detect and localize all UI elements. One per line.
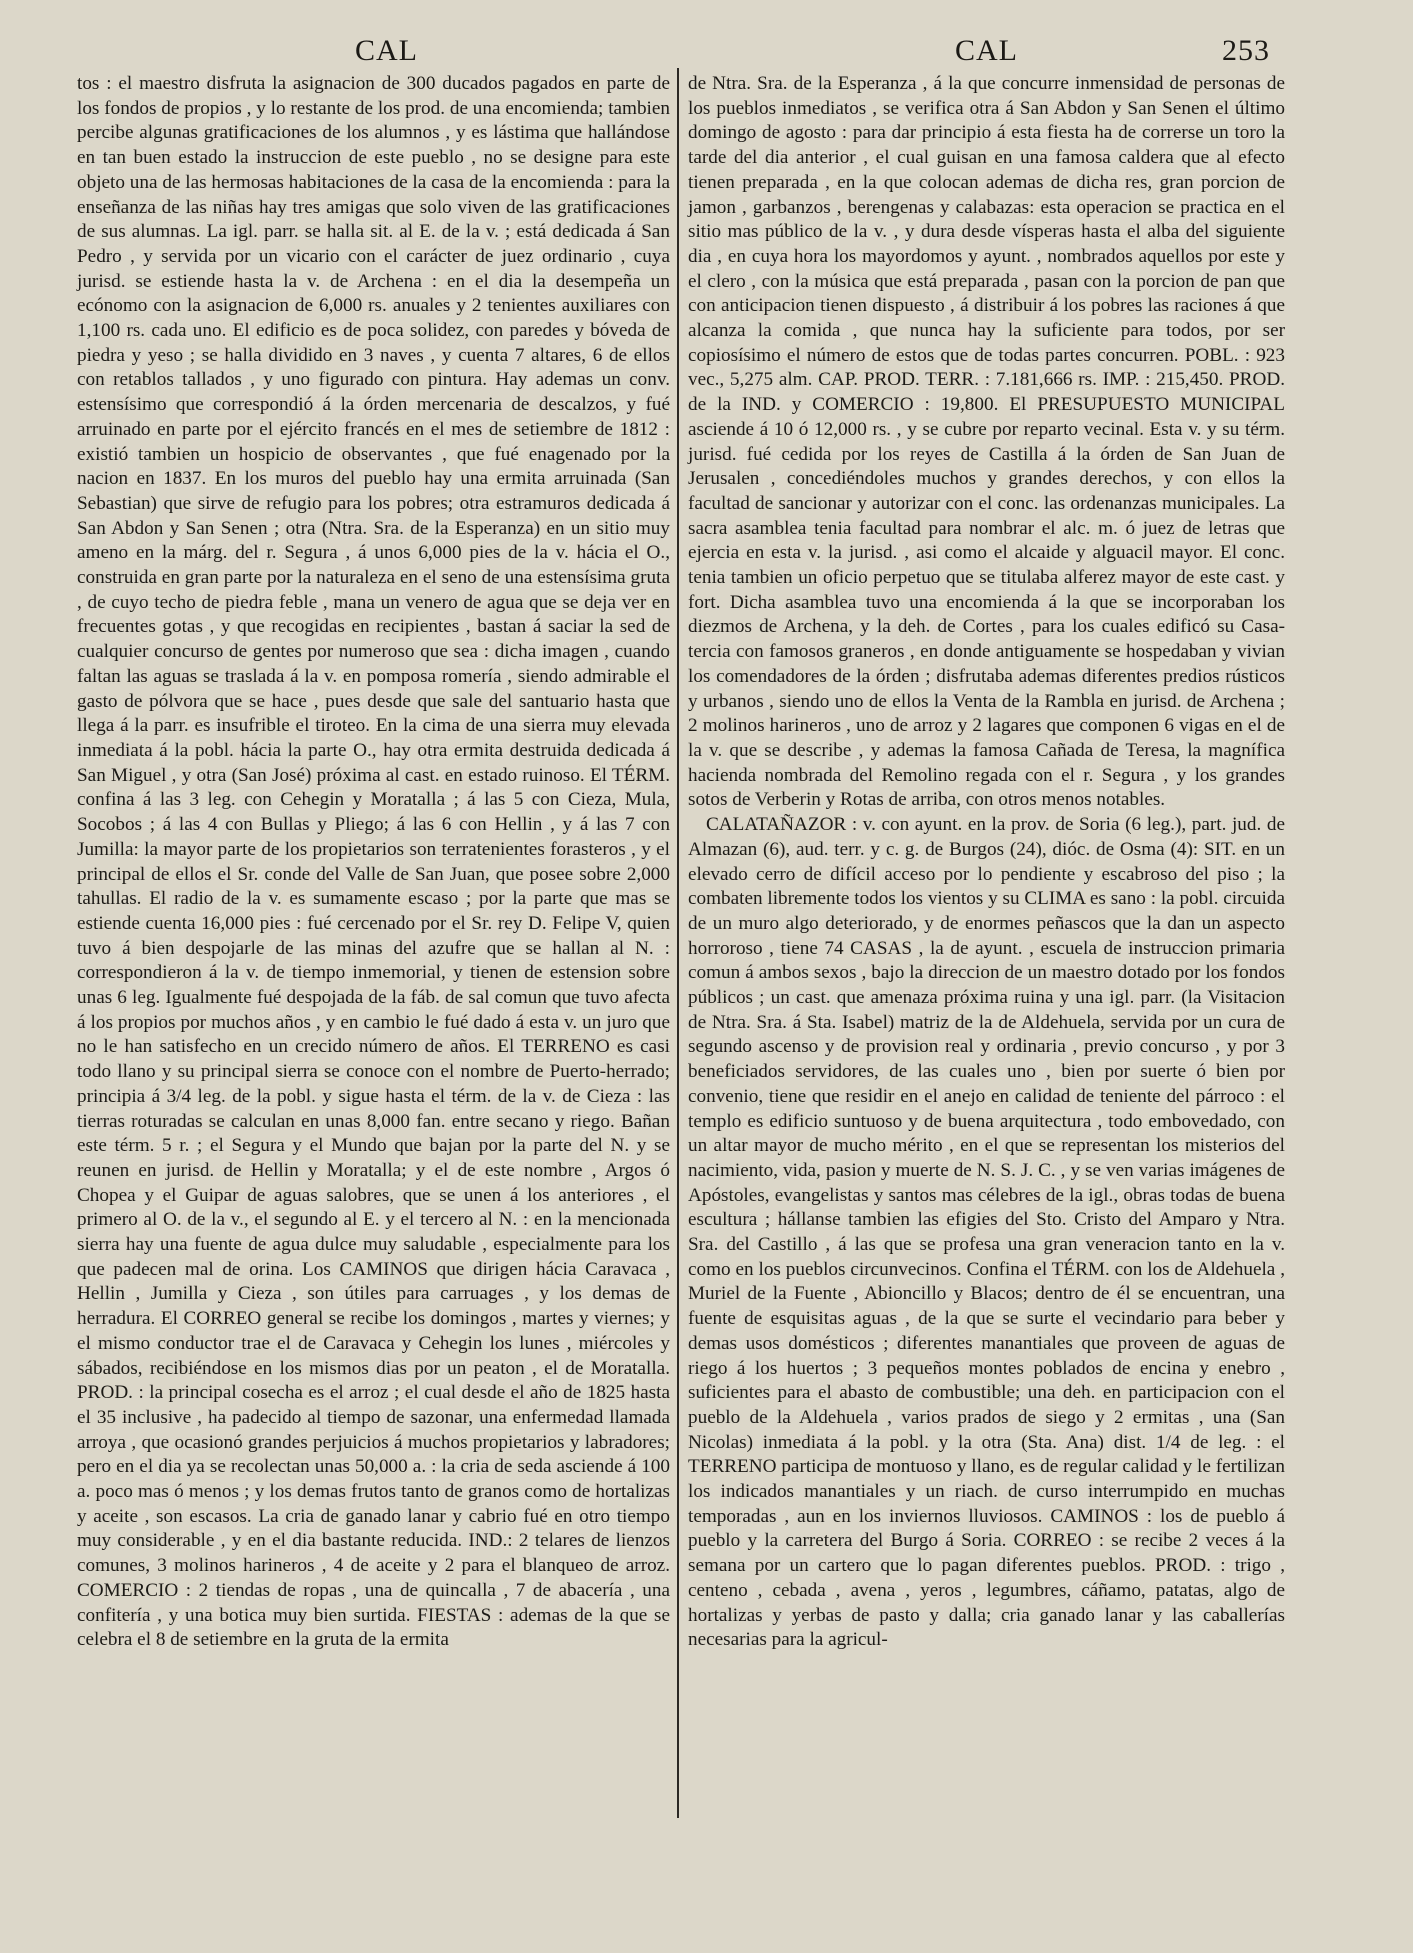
page-number: 253 <box>1222 34 1270 67</box>
right-column-text-continuation: de Ntra. Sra. de la Esperanza , á la que concurre inmensidad de personas de los pueblos inmediatos , se verifica otra á San Abdon y San Senen el último domingo de agosto : para dar principio á esta fiesta ha de correrse un toro la tarde del dia anterior , el cual guisan en una famosa caldera que al efecto tienen preparada , en la que colocan ademas de dicha res, gran porcion de jamon , garbanzos , berengenas y calabazas: esta operacion se practica en el sitio mas público de la v. , y dura desde vísperas hasta el alba del siguiente dia , en cuya hora los mayordomos y ayunt. , nombrados aquellos por este y el clero , con la música que está preparada , pasan con la porcion de pan que con anticipacion tienen dispuesto , á distribuir á los pobres las raciones á que alcanza la comida , que nunca hay la suficiente para todos, por ser copiosísimo el número de estos que de todas partes concurren. POBL. : 923 vec., 5,275 alm. CAP. PROD. TERR. : 7.181,666 rs. IMP. : 215,450. PROD. de la IND. y COMERCIO : 19,800. El PRESUPUESTO MUNICIPAL asciende á 10 ó 12,000 rs. , y se cubre por reparto vecinal. Esta v. y su térm. jurisd. fué cedida por los reyes de Castilla á la órden de San Juan de Jerusalen , concediéndoles muchos y grandes derechos, y con ellos la facultad de sancionar y autorizar con el conc. las ordenanzas municipales. La sacra asamblea tenia facultad para nombrar el alc. m. ó juez de letras que ejercia en esta v. la jurisd. , asi como el alcaide y alguacil mayor. El conc. tenia tambien un oficio perpetuo que se titulaba alferez mayor de este cast. y fort. Dicha asamblea tuvo una encomienda á la que se incorporaban los diezmos de Archena, y la deh. de Cortes , para los cuales edificó su Casa-tercia con famosos graneros , en donde antiguamente se hospedaban y vivian los comendadores de la órden ; disfrutaba ademas diferentes predios rústicos y urbanos , siendo uno de ellos la Venta de la Rambla en jurisd. de Archena ; 2 molinos harineros , uno de arroz y 2 lagares que componen 6 vigas en el de la v. que se describe , y ademas la famosa Cañada de Teresa, la magnífica hacienda nombrada del Remolino regada con el r. Segura , y los grandes sotos de Verberin y Rotas de arriba, con otros menos notables. <box>688 73 1285 811</box>
left-column-text: tos : el maestro disfruta la asignacion de 300 ducados pagados en parte de los fondos de propios , y lo restante de los prod. de una encomienda; tambien percibe algunas gratificaciones de los alumnos , y es lástima que hallándose en tan buen estado la instruccion de este pueblo , no se designe para este objeto una de las hermosas habitaciones de la casa de la encomienda : para la enseñanza de las niñas hay tres amigas que solo viven de las gratificaciones de sus alumnas. La igl. parr. se halla sit. al E. de la v. ; está dedicada á San Pedro , y servida por un vicario con el carácter de juez ordinario , cuya jurisd. se estiende hasta la v. de Archena : en el dia la desempeña un ecónomo con la asignacion de 6,000 rs. anuales y 2 tenientes auxiliares con 1,100 rs. cada uno. El edificio es de poca solidez, con paredes y bóveda de piedra y yeso ; se halla dividido en 3 naves , y cuenta 7 altares, 6 de ellos con retablos tallados , y uno figurado con pintura. Hay ademas un conv. estensísimo que correspondió á la órden mercenaria de descalzos, y fué arruinado en parte por el ejército francés en el mes de setiembre de 1812 : existió tambien un hospicio de observantes , que fué enagenado por la nacion en 1837. En los muros del pueblo hay una ermita arruinada (San Sebastian) que sirve de refugio para los pobres; otra estramuros dedicada á San Abdon y San Senen ; otra (Ntra. Sra. de la Esperanza) en un sitio muy ameno en la márg. del r. Segura , á unos 6,000 pies de la v. hácia el O., construida en gran parte por la naturaleza en el seno de una estensísima gruta , de cuyo techo de piedra feble , mana un venero de agua que se deja ver en frecuentes gotas , y que recogidas en recipientes , bastan á saciar la sed de cualquier concurso de gentes por numeroso que sea : dicha imagen , cuando faltan las aguas se traslada á la v. en pomposa romería , siendo admirable el gasto de pólvora que se hace , pues desde que sale del santuario hasta que llega á la parr. es insufrible el tiroteo. En la cima de una sierra muy elevada inmediata á la pobl. hácia la parte O., hay otra ermita destruida dedicada á San Miguel , y otra (San José) próxima al cast. en estado ruinoso. El TÉRM. confina á las 3 leg. con Cehegin y Moratalla ; á las 5 con Cieza, Mula, Socobos ; á las 4 con Bullas y Pliego; á las 6 con Hellin , y á las 7 con Jumilla: la mayor parte de los propietarios son terratenientes forasteros , y el principal de ellos el Sr. conde del Valle de San Juan, que posee sobre 2,000 tahullas. El radio de la v. es sumamente escaso ; por la parte que mas se estiende cuenta 16,000 pies : fué cercenado por el Sr. rey D. Felipe V, quien tuvo á bien despojarle de las minas del azufre que se hallan al N. : correspondieron á la v. de tiempo inmemorial, y tienen de estension sobre unas 6 leg. Igualmente fué despojada de la fáb. de sal comun que tuvo afecta á los propios por muchos años , y en cambio le fué dado á esta v. un juro que no le han satisfecho en un crecido número de años. El TERRENO es casi todo llano y su principal sierra se conoce con el nombre de Puerto-herrado; principia á 3/4 leg. de la pobl. y sigue hasta el térm. de la v. de Cieza : las tierras roturadas se calculan en unas 8,000 fan. entre secano y riego. Bañan este térm. 5 r. ; el Segura y el Mundo que bajan por la parte del N. y se reunen en jurisd. de Hellin y Moratalla; y el de este nombre , Argos ó Chopea y el Guipar de aguas salobres, que se unen á los anteriores , el primero al O. de la v., el segundo al E. y el tercero al N. : en la mencionada sierra hay una fuente de agua dulce muy saludable , especialmente para los que padecen mal de orina. Los CAMINOS que dirigen hácia Caravaca , Hellin , Jumilla y Cieza , son útiles para carruages , y los demas de herradura. El CORREO general se recibe los domingos , martes y viernes; y el mismo conductor trae el de Caravaca y Cehegin los lunes , miércoles y sábados, recibiéndose en los mismos dias por un peaton , el de Moratalla. PROD. : la principal cosecha es el arroz ; el cual desde el año de 1825 hasta el 35 inclusive , ha padecido al tiempo de sazonar, una enfermedad llamada arroya , que ocasionó grandes perjuicios á muchos propietarios y labradores; pero en el dia ya se recolectan unas 50,000 a. : la cria de seda asciende á 100 a. poco mas ó menos ; y los demas frutos tanto de granos como de hortalizas y aceite , son escasos. La cria de ganado lanar y cabrio fué en otro tiempo muy considerable , y en el dia bastante reducida. IND.: 2 telares de lienzos comunes, 3 molinos harineros , 4 de aceite y 2 para el blanqueo de arroz. COMERCIO : 2 tiendas de ropas , una de quincalla , 7 de abacería , una confitería , y una botica muy bien surtida. FIESTAS : ademas de la que se celebra el 8 de setiembre en la gruta de la ermita <box>77 73 670 1651</box>
entry-calatanazor: CALATAÑAZOR : v. con ayunt. en la prov. de Soria (6 leg.), part. jud. de Almazan (6), aud. terr. y c. g. de Burgos (24), dióc. de Osma (4): SIT. en un elevado cerro de difícil acceso por lo pendiente y escabroso del piso ; la combaten libremente todos los vientos y su CLIMA es sano : la pobl. circuida de un muro algo deteriorado, y de enormes peñascos que la dan un aspecto horroroso , tiene 74 CASAS , la de ayunt. , escuela de instruccion primaria comun á ambos sexos , bajo la direccion de un maestro dotado por los fondos públicos ; un cast. que amenaza próxima ruina y una igl. parr. (la Visitacion de Ntra. Sra. á Sta. Isabel) matriz de la de Aldehuela, servida por un cura de segundo ascenso y de provision real y ordinaria , previo concurso , y por 3 beneficiados servidores, de las cuales uno , bien por suerte ó bien por convenio, tiene que residir en el anejo en calidad de teniente del párroco : el templo es edificio suntuoso y de buena arquitectura , todo embovedado, con un altar mayor de mucho mérito , en el que se representan los misterios del nacimiento, vida, pasion y muerte de N. S. J. C. , y se ven varias imágenes de Apóstoles, evangelistas y santos mas célebres de la igl., obras todas de buena escultura ; hállanse tambien las efigies del Sto. Cristo del Amparo y Ntra. Sra. del Castillo , á las que se profesa una gran veneracion tanto en la v. como en los pueblos circunvecinos. Confina el TÉRM. con los de Aldehuela , Muriel de la Fuente , Abioncillo y Blacos; dentro de él se encuentran, una fuente de esquisitas aguas , de la que se surte el vecindario para beber y demas usos domésticos ; diferentes manantiales que proveen de aguas de riego á los huertos ; 3 pequeños montes poblados de encina y enebro , suficientes para el abasto de combustible; una deh. en participacion con el pueblo de la Aldehuela , varios prados de siego y 2 ermitas , una (San Nicolas) inmediata á la pobl. y la otra (Sta. Ana) dist. 1/4 de leg. : el TERRENO participa de montuoso y llano, es de regular calidad y le fertilizan los indicados manantiales y un riach. de curso interrumpido en muchas temporadas , aun en los inviernos lluviosos. CAMINOS : los de pueblo á pueblo y la carretera del Burgo á Soria. CORREO : se recibe 2 veces á la semana por un cartero que lo pagan diferentes pueblos. PROD. : trigo , centeno , cebada , avena , yeros , legumbres, cáñamo, patatas, algo de hortalizas y yerbas de pasto y dalla; cria ganado lanar y las caballerías necesarias para la agricul- <box>688 814 1285 1651</box>
header-left-title: CAL <box>355 34 418 67</box>
column-divider <box>677 68 679 1818</box>
running-header <box>0 34 1413 74</box>
header-right-title: CAL <box>955 34 1018 67</box>
left-column <box>77 72 670 1653</box>
right-column <box>688 72 1285 1653</box>
